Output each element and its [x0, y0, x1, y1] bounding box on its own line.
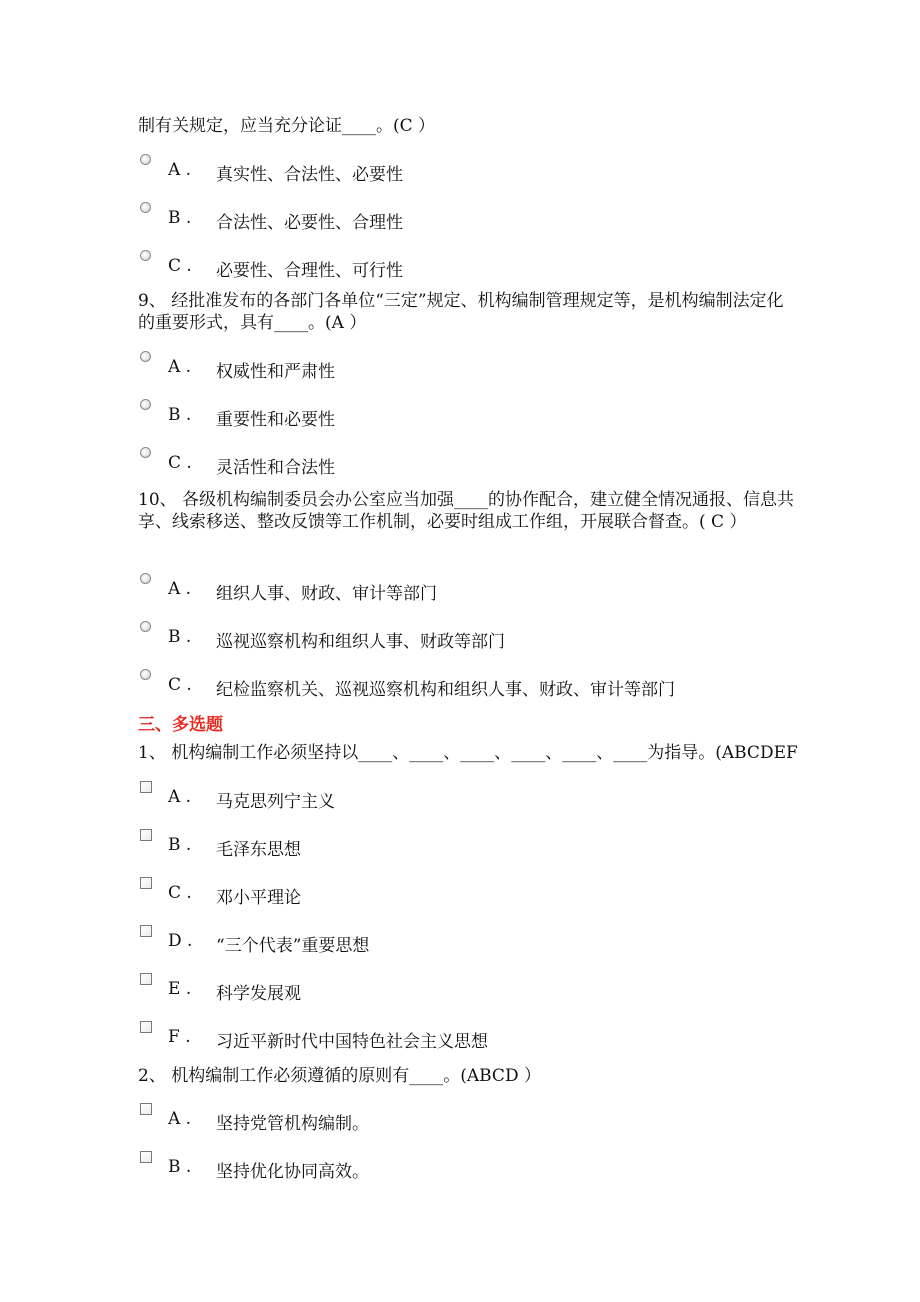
- option-letter: C .: [168, 453, 192, 473]
- option-letter: B .: [168, 627, 192, 647]
- checkbox-icon[interactable]: [140, 1103, 152, 1115]
- option-letter: B .: [168, 1157, 192, 1177]
- checkbox-icon[interactable]: [140, 781, 152, 793]
- option-text: 重要性和必要性: [216, 410, 335, 430]
- option-letter: A .: [168, 160, 192, 180]
- checkbox-icon[interactable]: [140, 1151, 152, 1163]
- radio-icon[interactable]: [140, 202, 151, 213]
- option-text: 组织人事、财政、审计等部门: [216, 584, 437, 604]
- option-letter: B .: [168, 208, 192, 228]
- option-letter: A .: [168, 357, 192, 377]
- option-text: 坚持优化协同高效。: [216, 1162, 369, 1182]
- option-letter: C .: [168, 883, 192, 903]
- option-letter: C .: [168, 256, 192, 276]
- option-letter: E .: [168, 979, 192, 999]
- radio-icon[interactable]: [140, 621, 151, 632]
- option-text: 习近平新时代中国特色社会主义思想: [216, 1032, 488, 1052]
- option-text: 坚持党管机构编制。: [216, 1114, 369, 1134]
- option-text: 纪检监察机关、巡视巡察机构和组织人事、财政、审计等部门: [216, 680, 675, 700]
- option-letter: C .: [168, 675, 192, 695]
- option-letter: A .: [168, 579, 192, 599]
- option-text: 马克思列宁主义: [216, 792, 335, 812]
- question-10-text: 10、 各级机构编制委员会办公室应当加强____的协作配合，建立健全情况通报、信息共享、线索移送、整改反馈等工作机制，必要时组成工作组，开展联合督查。( C ）: [138, 490, 795, 532]
- radio-icon[interactable]: [140, 447, 151, 458]
- radio-icon[interactable]: [140, 154, 151, 165]
- option-letter: A .: [168, 787, 192, 807]
- option-text: 灵活性和合法性: [216, 458, 335, 478]
- option-text: 邓小平理论: [216, 888, 301, 908]
- option-text: 必要性、合理性、可行性: [216, 261, 403, 281]
- option-text: 科学发展观: [216, 984, 301, 1004]
- checkbox-icon[interactable]: [140, 829, 152, 841]
- option-text: 合法性、必要性、合理性: [216, 213, 403, 233]
- option-text: 真实性、合法性、必要性: [216, 165, 403, 185]
- multi-question-2-text: 2、 机构编制工作必须遵循的原则有____。(ABCD ）: [138, 1066, 541, 1086]
- radio-icon[interactable]: [140, 399, 151, 410]
- option-text: “三个代表”重要思想: [216, 936, 370, 956]
- radio-icon[interactable]: [140, 351, 151, 362]
- option-letter: B .: [168, 405, 192, 425]
- checkbox-icon[interactable]: [140, 973, 152, 985]
- question-8-text: 制有关规定，应当充分论证____。(C ）: [138, 116, 436, 136]
- option-letter: B .: [168, 835, 192, 855]
- radio-icon[interactable]: [140, 573, 151, 584]
- option-letter: F .: [168, 1027, 191, 1047]
- checkbox-icon[interactable]: [140, 877, 152, 889]
- option-text: 权威性和严肃性: [216, 362, 335, 382]
- checkbox-icon[interactable]: [140, 1021, 152, 1033]
- option-letter: A .: [168, 1109, 192, 1129]
- radio-icon[interactable]: [140, 669, 151, 680]
- question-9-text: 9、 经批准发布的各部门各单位“三定”规定、机构编制管理规定等，是机构编制法定化的重要形式，具有____。(A ）: [138, 291, 784, 333]
- option-text: 巡视巡察机构和组织人事、财政等部门: [216, 632, 505, 652]
- option-letter: D .: [168, 931, 193, 951]
- option-text: 毛泽东思想: [216, 840, 301, 860]
- section-heading-multi-choice: 三、多选题: [138, 715, 223, 735]
- multi-question-1-text: 1、 机构编制工作必须坚持以____、____、____、____、____、____为指导。(ABCDEF: [138, 743, 798, 763]
- checkbox-icon[interactable]: [140, 925, 152, 937]
- radio-icon[interactable]: [140, 250, 151, 261]
